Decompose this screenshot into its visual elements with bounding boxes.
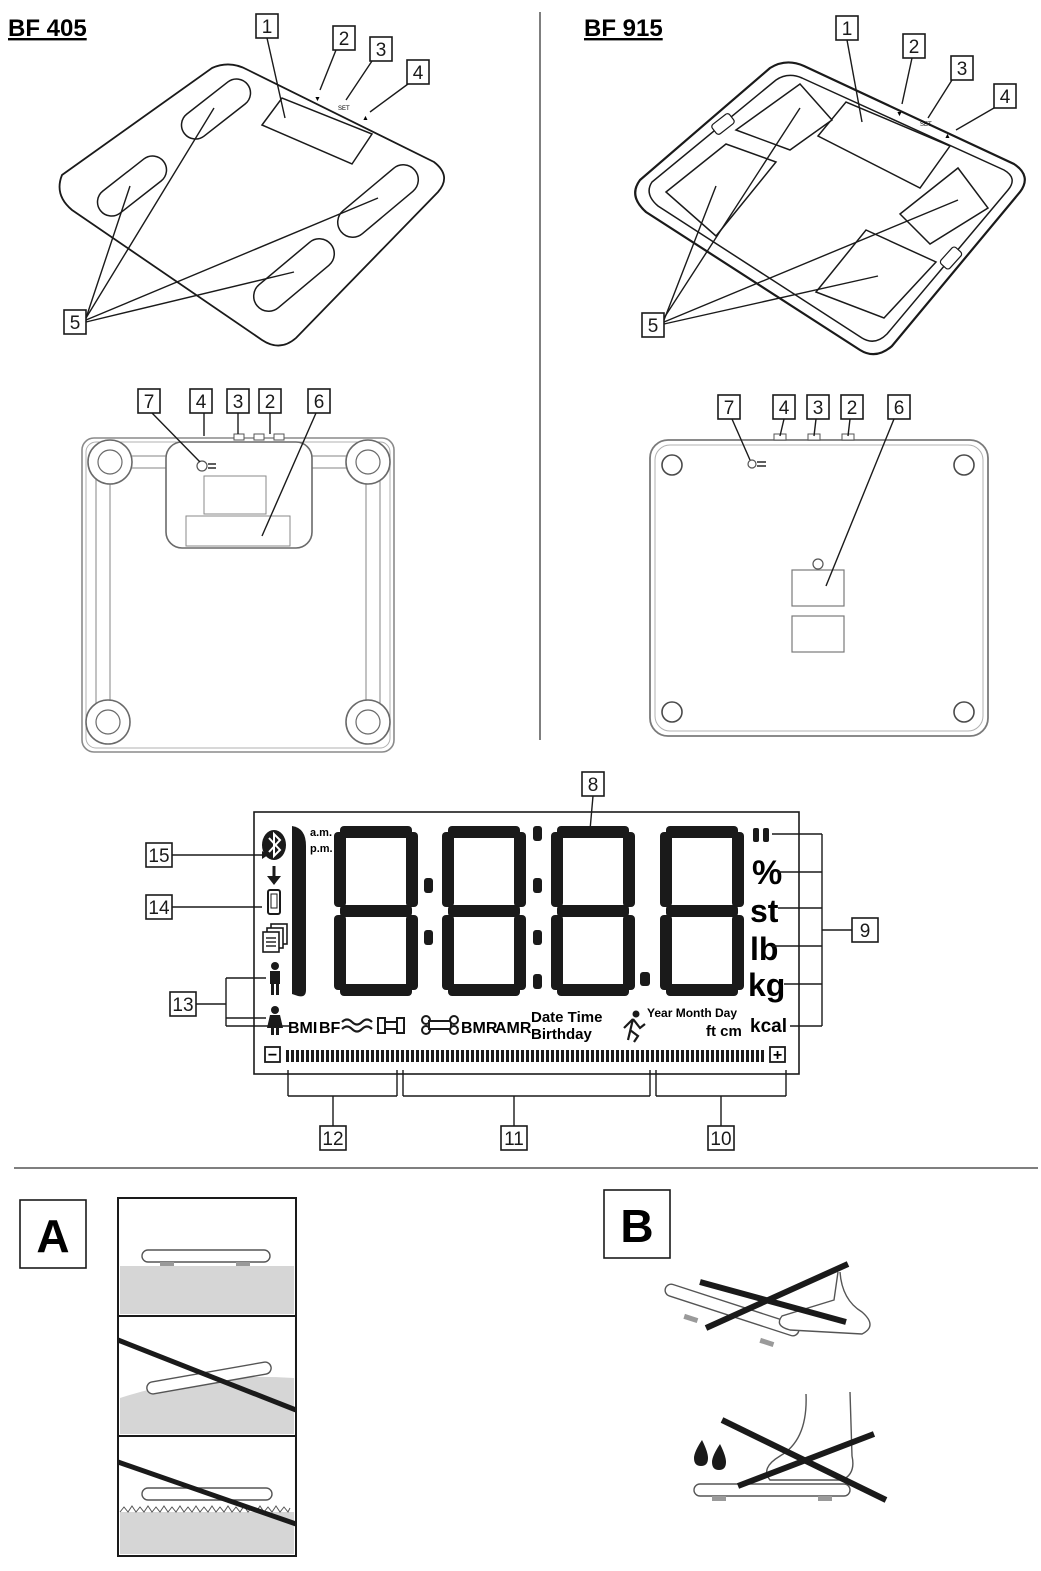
bar-segment: [341, 1050, 344, 1062]
unit-percent: %: [752, 854, 783, 892]
am-indicator: a.m.: [310, 827, 333, 839]
digit-1-segment: [292, 826, 306, 996]
bar-segment: [506, 1050, 509, 1062]
section-b-wet-feet: [694, 1392, 886, 1501]
lcd-segment: [660, 915, 672, 990]
bar-segment: [666, 1050, 669, 1062]
bar-segment: [546, 1050, 549, 1062]
bf405-top-view: [60, 64, 445, 345]
bar-segment: [526, 1050, 529, 1062]
callout-6: 6: [313, 392, 325, 413]
bar-segment: [686, 1050, 689, 1062]
scale-wet-surface: [694, 1484, 850, 1496]
bar-segment: [751, 1050, 754, 1062]
svg-text:▲: ▲: [362, 115, 369, 122]
water-drop-icon: [694, 1440, 708, 1466]
label-bmr: BMR: [461, 1020, 498, 1037]
bar-segment: [641, 1050, 644, 1062]
plus-sign: +: [772, 1047, 783, 1064]
water-drop-icon: [712, 1444, 726, 1470]
bar-segment: [511, 1050, 514, 1062]
lcd-segment: [514, 915, 526, 990]
lcd-segment: [660, 832, 672, 907]
bar-segment: [471, 1050, 474, 1062]
bar-segment: [536, 1050, 539, 1062]
lcd-segment: [448, 905, 520, 917]
svg-text:▲: ▲: [944, 133, 951, 140]
callout-3: 3: [956, 59, 968, 80]
bar-segment: [646, 1050, 649, 1062]
lcd-segment: [732, 915, 744, 990]
bar-segment: [586, 1050, 589, 1062]
bar-segment: [676, 1050, 679, 1062]
bar-segment: [636, 1050, 639, 1062]
bar-segment: [306, 1050, 309, 1062]
bar-segment: [691, 1050, 694, 1062]
svg-text:SET: SET: [920, 122, 932, 128]
bar-segment: [726, 1050, 729, 1062]
callout-12: 12: [322, 1129, 344, 1150]
pm-indicator: p.m.: [310, 843, 333, 855]
callout-4: 4: [778, 398, 790, 419]
lcd-segment: [514, 832, 526, 907]
bar-segment: [316, 1050, 319, 1062]
bar-segment: [286, 1050, 289, 1062]
bar-segment: [361, 1050, 364, 1062]
unit-kcal: kcal: [750, 1016, 787, 1037]
callout-13: 13: [172, 995, 194, 1016]
bar-segment: [336, 1050, 339, 1062]
bar-segment: [301, 1050, 304, 1062]
unit-st: st: [750, 893, 779, 929]
callout-11: 11: [504, 1129, 524, 1150]
lcd-segment: [557, 905, 629, 917]
bar-segment: [541, 1050, 544, 1062]
lcd-segment: [551, 915, 563, 990]
smartphone-icon: [268, 890, 280, 914]
callout-4: 4: [195, 392, 207, 413]
callout-3: 3: [232, 392, 244, 413]
bar-segment: [566, 1050, 569, 1062]
bar-segment: [431, 1050, 434, 1062]
bar-segment: [701, 1050, 704, 1062]
lcd-segment: [666, 905, 738, 917]
bar-segment: [476, 1050, 479, 1062]
lcd-segment: [406, 832, 418, 907]
label-date-time: Date Time: [531, 1009, 603, 1026]
bar-segment: [436, 1050, 439, 1062]
bar-segment: [711, 1050, 714, 1062]
bar-segment: [411, 1050, 414, 1062]
bar-segment: [551, 1050, 554, 1062]
bar-segment: [681, 1050, 684, 1062]
bar-segment: [571, 1050, 574, 1062]
bar-segment: [696, 1050, 699, 1062]
lcd-segment: [732, 832, 744, 907]
bar-segment: [321, 1050, 324, 1062]
bar-segment: [421, 1050, 424, 1062]
lcd-segment: [623, 915, 635, 990]
bar-segment: [706, 1050, 709, 1062]
lcd-segment: [340, 984, 412, 996]
bar-segment: [576, 1050, 579, 1062]
bar-segment: [331, 1050, 334, 1062]
bar-segment: [626, 1050, 629, 1062]
bar-segment: [401, 1050, 404, 1062]
lcd-segment: [340, 826, 412, 838]
bar-segment: [611, 1050, 614, 1062]
svg-text:▼: ▼: [896, 111, 903, 118]
foot-on-edge: [779, 1272, 870, 1334]
bar-segment: [326, 1050, 329, 1062]
lcd-segment: [340, 905, 412, 917]
bar-segment: [366, 1050, 369, 1062]
bar-segment: [761, 1050, 764, 1062]
lcd-segment: [666, 984, 738, 996]
lcd-segment: [448, 984, 520, 996]
bar-segment: [291, 1050, 294, 1062]
bf915-bottom-view: [650, 434, 988, 736]
lcd-segment: [334, 915, 346, 990]
section-b-edge-stepping: [664, 1264, 870, 1347]
label-bf: BF: [319, 1020, 341, 1037]
callout-15: 15: [148, 846, 170, 867]
label-birthday: Birthday: [531, 1026, 592, 1043]
unit-kg: kg: [748, 967, 786, 1003]
bar-segment: [661, 1050, 664, 1062]
callout-5: 5: [647, 316, 659, 337]
svg-text:SET: SET: [338, 106, 350, 112]
svg-text:▼: ▼: [314, 96, 321, 103]
bar-segment: [731, 1050, 734, 1062]
bar-segment: [371, 1050, 374, 1062]
label-ft-cm: ft cm: [706, 1023, 742, 1040]
bar-segment: [601, 1050, 604, 1062]
lcd-segment: [551, 832, 563, 907]
callout-2: 2: [338, 29, 350, 50]
lcd-segment: [557, 826, 629, 838]
callout-2: 2: [908, 37, 920, 58]
lcd-segment: [666, 826, 738, 838]
bar-segment: [716, 1050, 719, 1062]
callout-10: 10: [710, 1129, 732, 1150]
bar-segment: [311, 1050, 314, 1062]
scale-on-flat-floor: [142, 1250, 270, 1262]
model-title-bf405: BF 405: [8, 15, 87, 42]
bar-segment: [656, 1050, 659, 1062]
bar-segment: [496, 1050, 499, 1062]
bar-segment: [441, 1050, 444, 1062]
bar-segment: [521, 1050, 524, 1062]
callout-1: 1: [841, 19, 853, 40]
label-amr: AMR: [495, 1020, 532, 1037]
bar-segment: [581, 1050, 584, 1062]
bar-segment: [491, 1050, 494, 1062]
bar-segment: [596, 1050, 599, 1062]
lcd-segment: [442, 832, 454, 907]
label-bmi: BMI: [288, 1020, 318, 1037]
callout-7: 7: [143, 392, 155, 413]
lcd-segment: [334, 832, 346, 907]
bar-segment: [561, 1050, 564, 1062]
bar-segment: [386, 1050, 389, 1062]
bar-segment: [516, 1050, 519, 1062]
bar-segment: [351, 1050, 354, 1062]
bar-segment: [416, 1050, 419, 1062]
bar-segment: [296, 1050, 299, 1062]
bar-segment: [456, 1050, 459, 1062]
memory-documents-icon: [263, 924, 287, 952]
bar-segment: [406, 1050, 409, 1062]
bar-segment: [531, 1050, 534, 1062]
callout-7: 7: [723, 398, 735, 419]
minus-sign: −: [267, 1047, 278, 1064]
bar-segment: [481, 1050, 484, 1062]
bar-segment: [486, 1050, 489, 1062]
callout-5: 5: [69, 313, 81, 334]
bar-segment: [556, 1050, 559, 1062]
lcd-segment: [623, 832, 635, 907]
callout-3: 3: [812, 398, 824, 419]
bar-segment: [741, 1050, 744, 1062]
bar-segment: [391, 1050, 394, 1062]
bar-segment: [591, 1050, 594, 1062]
bar-segment: [671, 1050, 674, 1062]
bar-segment: [446, 1050, 449, 1062]
callout-3: 3: [375, 40, 387, 61]
lcd-segment: [406, 915, 418, 990]
bar-segment: [721, 1050, 724, 1062]
lcd-segment: [448, 826, 520, 838]
bar-segment: [356, 1050, 359, 1062]
section-a-panels: [118, 1198, 296, 1556]
bf405-bottom-view: [82, 434, 394, 752]
bar-segment: [621, 1050, 624, 1062]
callout-2: 2: [264, 392, 276, 413]
section-a-label: A: [36, 1210, 70, 1262]
bar-segment: [376, 1050, 379, 1062]
model-title-bf915: BF 915: [584, 15, 663, 42]
callout-1: 1: [261, 17, 273, 38]
bar-segment: [451, 1050, 454, 1062]
wet-foot: [767, 1392, 853, 1480]
bar-segment: [651, 1050, 654, 1062]
bar-segment: [426, 1050, 429, 1062]
bar-segment: [396, 1050, 399, 1062]
section-b-label: B: [620, 1200, 654, 1252]
callout-2: 2: [846, 398, 858, 419]
lcd-display: [254, 812, 799, 1074]
bar-segment: [736, 1050, 739, 1062]
label-year-month-day: Year Month Day: [647, 1006, 738, 1020]
callout-4: 4: [999, 87, 1011, 108]
bar-segment: [756, 1050, 759, 1062]
bar-segment: [466, 1050, 469, 1062]
bar-segment: [501, 1050, 504, 1062]
bar-segment: [346, 1050, 349, 1062]
bar-segment: [746, 1050, 749, 1062]
bar-segment: [461, 1050, 464, 1062]
lcd-segment: [442, 915, 454, 990]
callout-4: 4: [412, 63, 424, 84]
callout-9: 9: [859, 921, 871, 942]
bar-segment: [606, 1050, 609, 1062]
unit-lb: lb: [750, 931, 779, 967]
bar-segment: [381, 1050, 384, 1062]
callout-6: 6: [893, 398, 905, 419]
lcd-segment: [557, 984, 629, 996]
callout-8: 8: [587, 775, 599, 796]
callout-14: 14: [148, 898, 170, 919]
bar-segment: [631, 1050, 634, 1062]
bar-segment: [616, 1050, 619, 1062]
